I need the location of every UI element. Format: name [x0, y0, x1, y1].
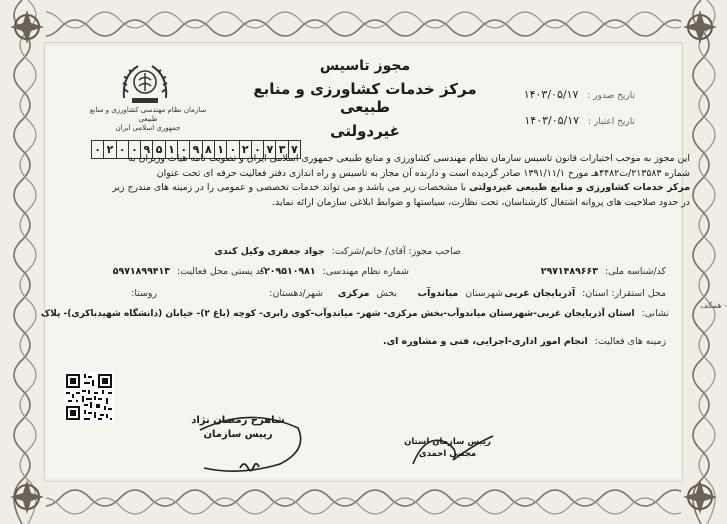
certificate-title: [240, 58, 490, 140]
activity-field: [383, 336, 666, 347]
corner-ornament-bottom-left: [2, 472, 52, 522]
org-name-line2: جمهوری اسلامی ایران: [115, 124, 181, 132]
address-label: نشانی:: [641, 308, 669, 319]
date-block: [524, 88, 635, 140]
serial-digit: ۲: [104, 141, 116, 158]
engineering-no-value: ۰۲۰۹۵۱۰۹۸۱: [258, 266, 316, 277]
title-line1: مجوز تاسیس: [319, 58, 411, 74]
body-line4: در حدود صلاحیت های پروانه اشتغال کارشناسان، تحت نظارت، سیاستها و ضوابط ابلاغی سازمان ارائه نماید.: [272, 196, 690, 208]
serial-digit: ۱: [166, 141, 178, 158]
left-border-ornament: [0, 0, 46, 524]
serial-digit: ۹: [190, 141, 202, 158]
activity-label: زمینه های فعالیت:: [594, 336, 666, 347]
serial-digit: ۰: [129, 141, 141, 158]
serial-digit: ۷: [264, 141, 276, 158]
provincial-name: مجتبی احمدی: [418, 449, 477, 459]
serial-digit: ۲: [240, 141, 252, 158]
president-name: شاهرخ رمضان نژاد: [191, 415, 285, 426]
body-line1: این مجوز به موجب اختیارات قانون تاسیس سازمان نظام مهندسی کشاورزی و منابع طبیعی جمهوری اسلامی ایران و تصویب نامه هیات وزیران به: [128, 153, 690, 164]
serial-digit: ۹: [141, 141, 153, 158]
organization-name: [88, 106, 208, 133]
address-overflow: - همکف: [700, 301, 727, 310]
org-name-line1: سازمان نظام مهندسی کشاورزی و منابع طبیعی: [89, 106, 207, 123]
issue-date-label: تاریخ صدور :: [587, 91, 635, 101]
postal-code-field: [113, 266, 265, 277]
corner-ornament-top-left: [2, 2, 52, 52]
serial-digit: ۰: [117, 141, 129, 158]
serial-digit: ۰: [227, 141, 239, 158]
provincial-title: رییس سازمان استان: [404, 437, 491, 447]
village-field: [131, 288, 157, 299]
corner-ornament-top-right: [675, 2, 725, 52]
address-value: استان آذربایجان غربی-شهرستان میاندوآب-بخش مرکزی- شهر- میاندوآب-کوی رابری- کوچه (باغ ۲)- خیابان (دانشگاه شهیدباکری)- پلاک: [40, 309, 635, 319]
valid-date-label: تاریخ اعتبار :: [587, 117, 635, 127]
serial-digit: ۷: [291, 143, 298, 156]
address-field: [41, 308, 669, 319]
serial-digit: ۰: [252, 141, 264, 158]
owner-field: [214, 246, 461, 257]
serial-digit: ۰: [92, 141, 104, 158]
serial-digit: ۳: [276, 141, 288, 158]
postal-code-value: ۵۹۷۱۸۹۹۴۱۳: [112, 266, 170, 277]
bottom-border-ornament: [0, 478, 727, 524]
right-border-ornament: [681, 0, 727, 524]
owner-label: صاحب مجوز: آقای/ خانم/شرکت:: [331, 246, 461, 257]
top-border-ornament: [0, 0, 727, 46]
county-value: میاندوآب: [417, 288, 459, 299]
engineering-no-field: [258, 266, 409, 277]
activity-value: انجام امور اداری-اجرایی، فنی و مشاوره ای.: [383, 336, 588, 347]
location-field: [504, 288, 666, 299]
certificate-body: [70, 152, 690, 210]
district-value: مرکزی: [337, 288, 370, 299]
president-signature-scribble: [180, 410, 310, 478]
valid-date-row: [524, 114, 635, 140]
national-code-field: [541, 266, 666, 277]
village-label: روستا:: [131, 288, 157, 299]
president-title: رییس سازمان: [203, 429, 273, 440]
organization-logo-icon: [118, 58, 172, 108]
serial-digit: ۸: [203, 141, 215, 158]
valid-date-value: ۱۴۰۳/۰۵/۱۷: [524, 114, 580, 127]
body-line3-bold: مرکز خدمات کشاورزی و منابع طبیعی غیردولتی: [469, 182, 690, 193]
national-code-label: کد/شناسه ملی:: [604, 266, 666, 277]
city-label: شهر/دهستان:: [269, 288, 323, 299]
provincial-signature-scribble: [405, 424, 500, 474]
body-line2: شماره ۲۱۳۵۸۳/ت۴۴۸۲هـ مورخ ۱۳۹۱/۱۱/۱ صادر گردیده است و دارنده آن مجاز به تاسیس و راه اندازی دفتر فعالیت حرفه ای تحت عنوان: [156, 167, 690, 179]
issue-date-value: ۱۴۰۳/۰۵/۱۷: [523, 88, 579, 101]
county-field: [418, 288, 503, 299]
engineering-no-label: شماره نظام مهندسی:: [322, 266, 409, 277]
serial-digit: ۰: [178, 141, 190, 158]
serial-digit: ۵: [153, 141, 165, 158]
district-label: بخش: [376, 288, 397, 299]
body-line3: [70, 181, 690, 196]
county-label: شهرستان: [465, 288, 503, 299]
province-value: آذربایجان غربی: [504, 288, 576, 299]
national-code-value: ۲۹۷۱۴۸۹۶۶۳: [540, 266, 598, 277]
owner-value: جواد جعفری وکیل کندی: [214, 246, 325, 257]
title-line3: غیردولتی: [330, 122, 400, 140]
body-line3-rest: با مشخصات زیر می باشد و می تواند خدمات تخصصی و عمومی را در زمینه های مندرج زیر: [112, 182, 470, 193]
qr-code-icon: [64, 372, 114, 422]
issue-date-row: [524, 88, 635, 114]
title-line2: مرکز خدمات کشاورزی و منابع طبیعی: [253, 80, 477, 116]
postal-code-label: کد پستی محل فعالیت:: [176, 266, 265, 277]
city-field: [269, 288, 323, 299]
serial-digit: ۱: [215, 141, 227, 158]
location-label: محل استقرار: استان:: [582, 288, 666, 299]
district-field: [338, 288, 397, 299]
corner-ornament-bottom-right: [675, 472, 725, 522]
